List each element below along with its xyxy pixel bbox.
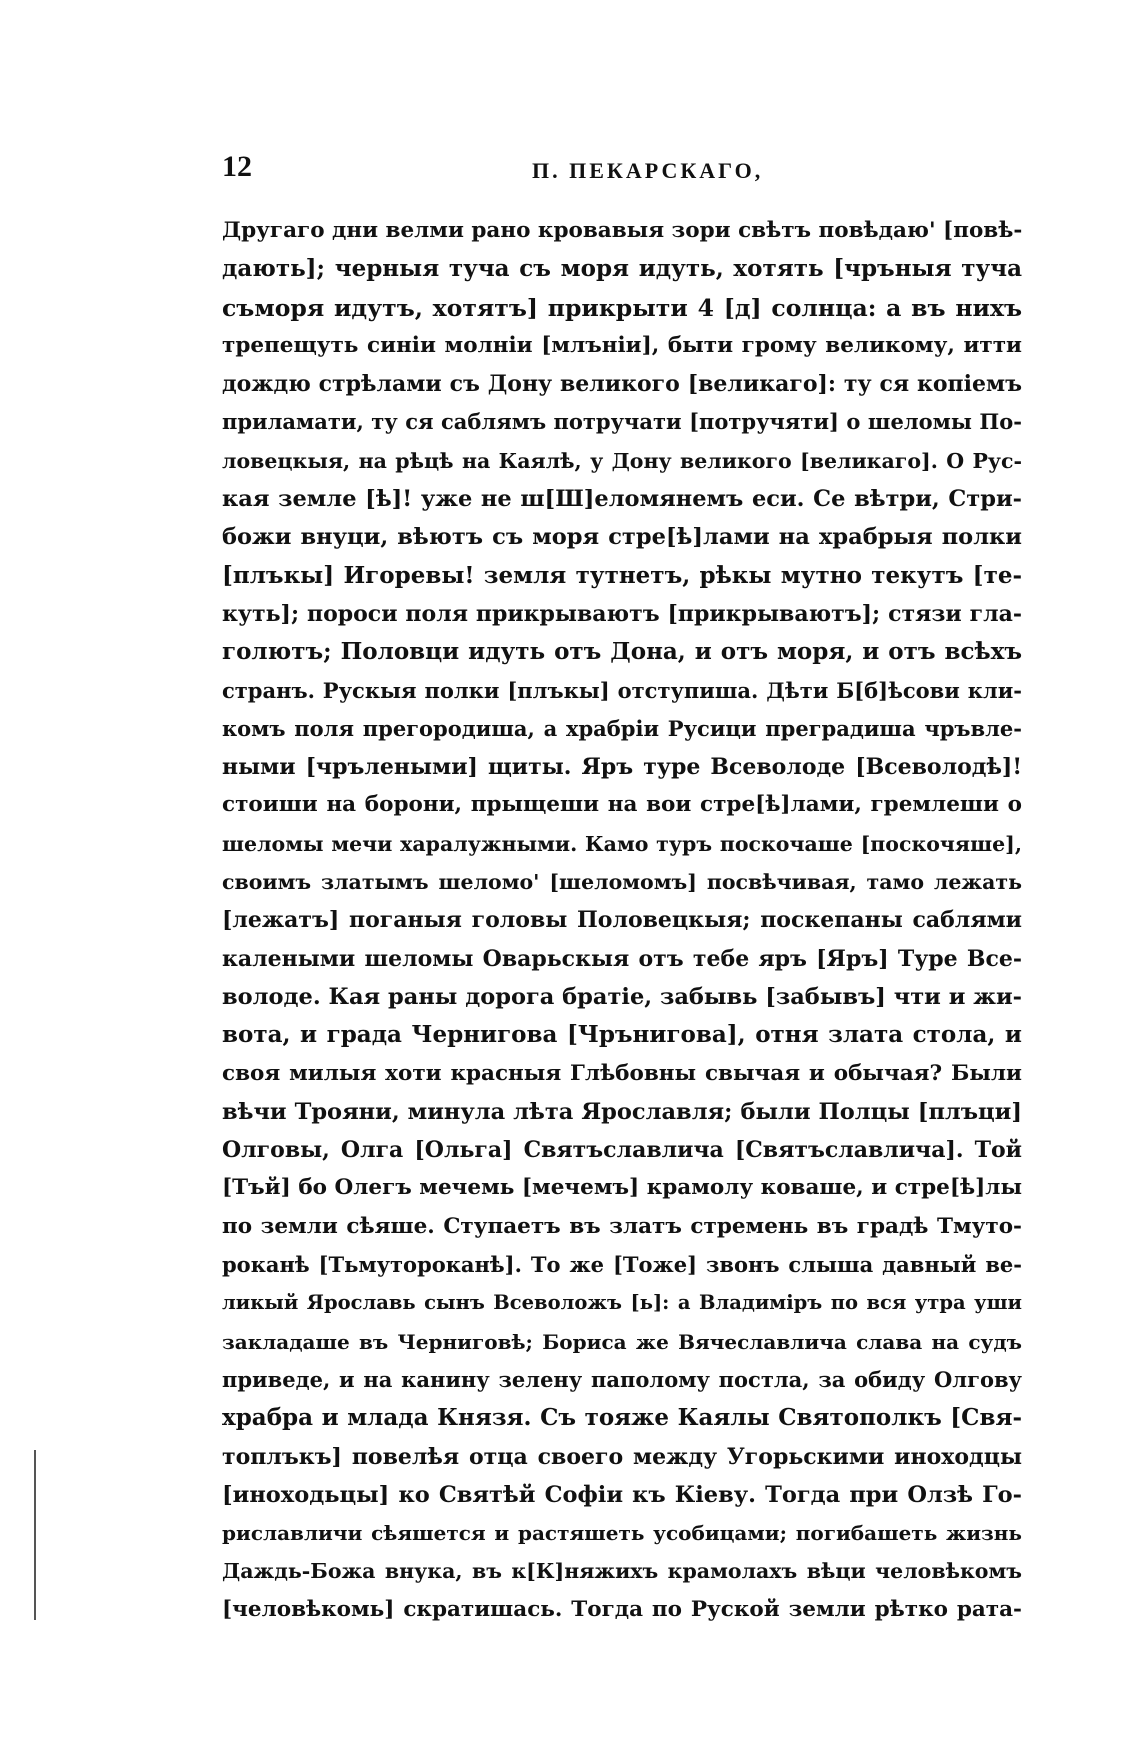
text-line: дождю стрѣлами съ Дону великого [великаго]: ту ся копіемъ	[222, 371, 1022, 398]
text-line: ликый Ярославь сынъ Всеволожъ [ь]: а Владиміръ по вся утра уши	[222, 1291, 1022, 1315]
text-line: приламати, ту ся саблямъ потручати [потручяти] о шеломы По-	[222, 409, 1022, 435]
text-line: топлъкъ] повелѣя отца своего между Угорьскими иноходцы	[222, 1443, 1022, 1470]
text-line: Олговы, Олга [Ольга] Святъславлича [Святъславлича]. Той	[222, 1137, 1022, 1164]
body-text	[222, 212, 1022, 1629]
margin-rule	[34, 1450, 36, 1620]
text-line: [лежатъ] поганыя головы Половецкыя; поскепаны саблями	[222, 907, 1022, 934]
text-line: риславличи сѣяшется и растяшеть усобицами; погибашеть жизнь	[222, 1521, 1022, 1546]
text-line: [человѣкомь] скратишась. Тогда по Руской земли рѣтко рата-	[222, 1596, 1022, 1622]
text-line: кая земле [ѣ]! уже не ш[Ш]еломянемъ еси. Се вѣтри, Стри-	[222, 486, 1022, 513]
text-line: закладаше въ Черниговѣ; Бориса же Вячеславлича слава на судъ	[222, 1329, 1022, 1354]
text-line: [Тъй] бо Олегъ мечемь [мечемъ] крамолу коваше, и стре[ѣ]лы	[222, 1175, 1022, 1201]
text-line: трепещуть синіи молніи [млъніи], быти грому великому, итти	[222, 332, 1022, 358]
text-line: комъ поля прегородиша, а храбріи Русици преградиша чръвле-	[222, 715, 1022, 741]
text-line: странъ. Рускыя полки [плъкы] отступиша. Дѣти Б[б]ѣсови кли-	[222, 677, 1022, 703]
text-line: шеломы мечи харалужными. Камо туръ поскочаше [поскочяше],	[222, 831, 1022, 856]
text-line: своя милыя хоти красныя Глѣбовны свычая и обычая? Были	[222, 1060, 1022, 1086]
page-number: 12	[222, 150, 252, 183]
text-line: ловецкыя, на рѣцѣ на Каялѣ, у Дону великого [великаго]. О Рус-	[222, 448, 1022, 473]
text-line: володе. Кая раны дорога братіе, забывь [забывъ] чти и жи-	[222, 983, 1022, 1010]
text-line: храбра и млада Князя. Съ тояже Каялы Святополкъ [Свя-	[222, 1404, 1022, 1432]
text-line: своимъ златымъ шеломо' [шеломомъ] посвѣчивая, тамо лежать	[222, 870, 1022, 895]
running-head: П. ПЕКАРСКАГО,	[532, 158, 764, 183]
text-line: ными [чрълеными] щиты. Яръ туре Всеволоде [Всеволодѣ]!	[222, 754, 1022, 781]
page-header	[222, 150, 1022, 190]
text-line: вота, и града Чернигова [Чрънигова], отня злата стола, и	[222, 1021, 1022, 1049]
text-line: Даждь-Божа внука, въ к[К]няжихъ крамолахъ вѣци человѣкомъ	[222, 1559, 1022, 1584]
text-line: [плъкы] Игоревы! земля тутнетъ, рѣкы мутно текутъ [те-	[222, 561, 1022, 589]
text-line: съморя идутъ, хотятъ] прикрыти 4 [д] солнца: а въ нихъ	[222, 293, 1022, 322]
text-line: калеными шеломы Оварьскыя отъ тебе яръ [Яръ] Туре Все-	[222, 945, 1022, 972]
text-line: [иноходьцы] ко Святѣй Софіи къ Кіеву. Тогда при Олзѣ Го-	[222, 1481, 1022, 1508]
text-line: куть]; пороси поля прикрываютъ [прикрываютъ]; стязи гла-	[222, 600, 1022, 627]
text-line: голютъ; Половци идуть отъ Дона, и отъ моря, и отъ всѣхъ	[222, 638, 1022, 666]
text-line: дають]; черныя туча съ моря идуть, хотять [чръныя туча	[222, 255, 1022, 283]
text-line: роканѣ [Тьмутороканѣ]. То же [Тоже] звонъ слыша давный ве-	[222, 1252, 1022, 1278]
text-line: божи внуци, вѣютъ съ моря стре[ѣ]лами на храбрыя полки	[222, 524, 1022, 551]
text-line: по земли сѣяше. Ступаетъ въ златъ стремень въ градѣ Тмуто-	[222, 1213, 1022, 1239]
text-line: приведе, и на канину зелену паполому постла, за обиду Олгову	[222, 1366, 1022, 1392]
text-line: вѣчи Трояни, минула лѣта Ярославля; были Полцы [плъци]	[222, 1098, 1022, 1125]
text-line: стоиши на борони, прыщеши на вои стре[ѣ]лами, гремлеши о	[222, 792, 1022, 818]
text-line: Другаго дни велми рано кровавыя зори свѣтъ повѣдаю' [повѣ-	[222, 218, 1023, 243]
